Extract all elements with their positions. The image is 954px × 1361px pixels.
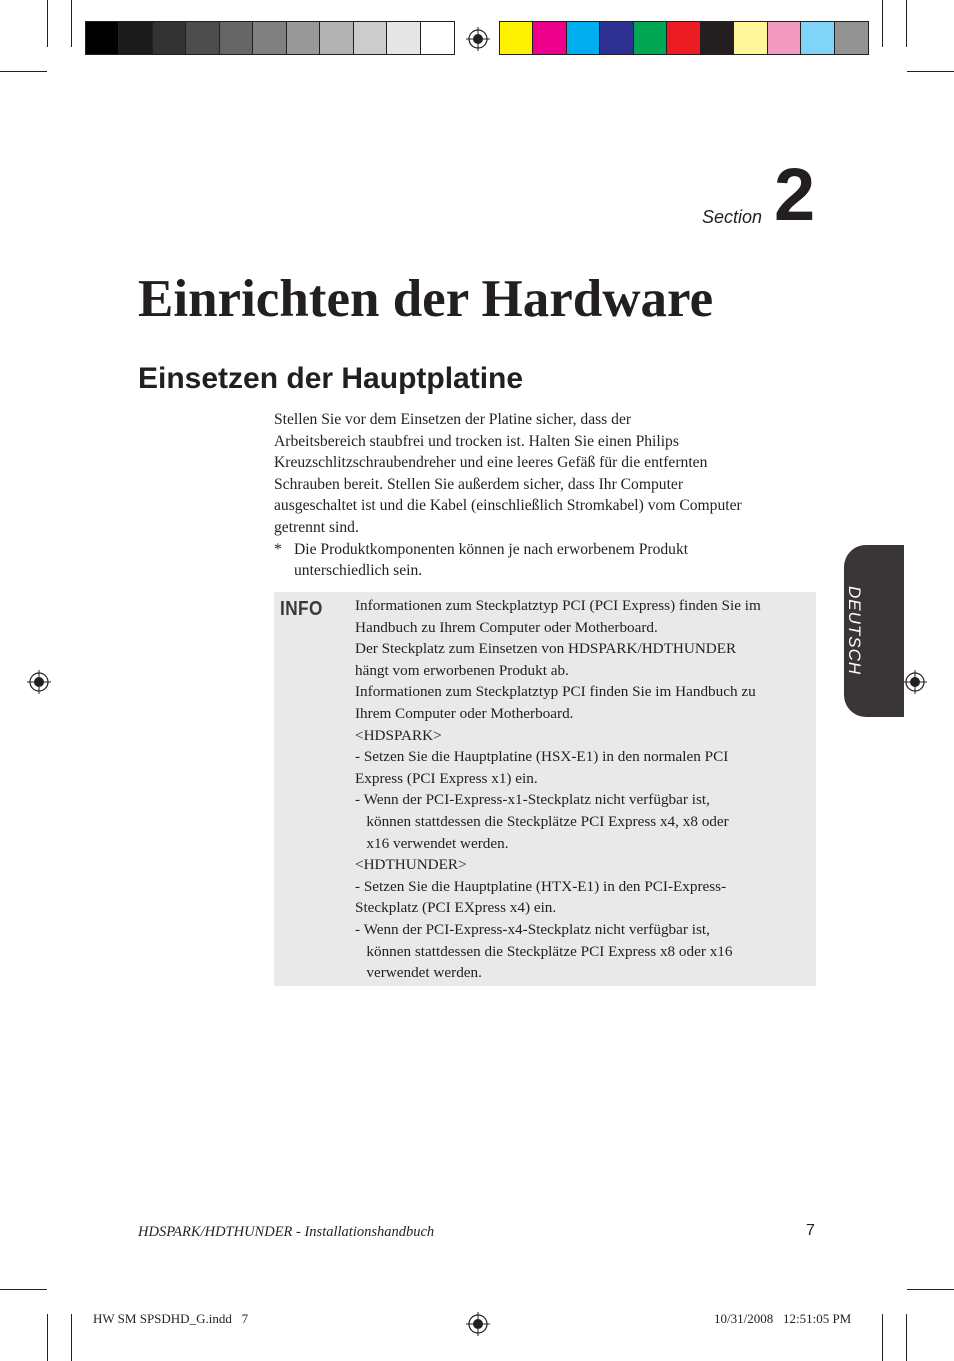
info-line: Informationen zum Steckplatztyp PCI (PCI Express) finden Sie im <box>355 597 761 614</box>
intro-line: Kreuzschlitzschraubendreher und eine leeres Gefäß für die entfernten <box>274 454 708 472</box>
footer-title: HDSPARK/HDTHUNDER - Installationshandbuch <box>138 1224 435 1240</box>
crop-mark <box>882 1314 883 1361</box>
info-line: - Wenn der PCI-Express-x1-Steckplatz nicht verfügbar ist, <box>355 791 710 809</box>
intro-line: getrennt sind. <box>274 518 359 536</box>
note-line: unterschiedlich sein. <box>294 562 423 580</box>
info-tag: INFO <box>280 598 323 620</box>
intro-paragraph <box>274 409 804 582</box>
note-marker: * <box>274 540 282 558</box>
intro-line: Arbeitsbereich staubfrei und trocken ist. Halten Sie einen Philips <box>274 432 679 450</box>
page-number: 7 <box>806 1222 815 1239</box>
info-line: können stattdessen die Steckplätze PCI Express x8 oder x16 <box>355 942 733 960</box>
crop-mark <box>882 0 883 47</box>
crop-mark <box>47 1314 48 1361</box>
color-swatch <box>734 22 767 54</box>
info-line: können stattdessen die Steckplätze PCI Express x4, x8 oder <box>355 812 729 830</box>
info-line: - Setzen Sie die Hauptplatine (HTX-E1) in den PCI-Express- <box>355 877 727 895</box>
crop-mark <box>907 71 954 72</box>
color-swatch <box>220 22 253 54</box>
language-tab-text: DEUTSCH <box>845 586 864 676</box>
color-swatch <box>354 22 387 54</box>
crop-mark <box>71 0 72 47</box>
color-swatch <box>320 22 353 54</box>
registration-mark-icon <box>27 670 51 694</box>
color-swatch <box>500 22 533 54</box>
color-swatch <box>701 22 734 54</box>
crop-mark <box>0 1289 47 1290</box>
grayscale-color-bar <box>85 21 455 55</box>
crop-mark <box>906 0 907 47</box>
section-subtitle: Einsetzen der Hauptplatine <box>138 362 524 395</box>
info-line: - Wenn der PCI-Express-x4-Steckplatz nicht verfügbar ist, <box>355 920 710 938</box>
registration-mark-icon <box>903 670 927 694</box>
color-swatch <box>667 22 700 54</box>
info-text <box>355 595 805 984</box>
crop-mark <box>47 0 48 47</box>
color-swatch <box>387 22 420 54</box>
color-swatch <box>533 22 566 54</box>
crop-mark <box>906 1314 907 1361</box>
info-line: <HDTHUNDER> <box>355 856 467 874</box>
info-line: verwendet werden. <box>355 964 482 982</box>
color-swatch <box>186 22 219 54</box>
color-swatch <box>801 22 834 54</box>
registration-mark-icon <box>466 1312 490 1336</box>
crop-mark <box>0 71 47 72</box>
info-line: Steckplatz (PCI EXpress x4) ein. <box>355 899 557 917</box>
color-swatch <box>153 22 186 54</box>
info-line: Informationen zum Steckplatztyp PCI finden Sie im Handbuch zu <box>355 683 756 701</box>
crop-mark <box>71 1314 72 1361</box>
info-line: Express (PCI Express x1) ein. <box>355 769 538 787</box>
color-swatch <box>835 22 868 54</box>
page-title: Einrichten der Hardware <box>138 270 714 328</box>
color-swatch <box>600 22 633 54</box>
slug-timestamp: 10/31/2008 12:51:05 PM <box>714 1311 852 1326</box>
info-line: Handbuch zu Ihrem Computer oder Motherboard. <box>355 618 658 636</box>
intro-line: Schrauben bereit. Stellen Sie außerdem sicher, dass Ihr Computer <box>274 475 684 493</box>
slug-filename: HW SM SPSDHD_G.indd 7 <box>93 1311 249 1326</box>
registration-mark-icon <box>466 27 490 51</box>
info-line: x16 verwendet werden. <box>355 834 509 852</box>
note-line: Die Produktkomponenten können je nach erworbenem Produkt <box>294 540 689 558</box>
info-line: <HDSPARK> <box>355 726 442 744</box>
info-line: - Setzen Sie die Hauptplatine (HSX-E1) in den normalen PCI <box>355 748 729 766</box>
color-swatch <box>86 22 119 54</box>
color-swatch <box>421 22 454 54</box>
section-label: Section <box>702 207 763 227</box>
section-number: 2 <box>774 153 816 236</box>
intro-line: Stellen Sie vor dem Einsetzen der Platine sicher, dass der <box>274 411 632 428</box>
intro-line: ausgeschaltet ist und die Kabel (einschließlich Stromkabel) vom Computer <box>274 497 742 515</box>
info-line: Ihrem Computer oder Motherboard. <box>355 704 574 722</box>
info-box <box>274 592 816 986</box>
info-line: hängt vom erworbenen Produkt ab. <box>355 661 569 679</box>
color-swatch <box>253 22 286 54</box>
crop-mark <box>907 1289 954 1290</box>
color-swatch <box>287 22 320 54</box>
process-color-bar <box>499 21 869 55</box>
color-swatch <box>768 22 801 54</box>
color-swatch <box>119 22 152 54</box>
color-swatch <box>567 22 600 54</box>
info-line: Der Steckplatz zum Einsetzen von HDSPARK/HDTHUNDER <box>355 640 737 658</box>
product-note <box>274 539 804 582</box>
color-swatch <box>634 22 667 54</box>
